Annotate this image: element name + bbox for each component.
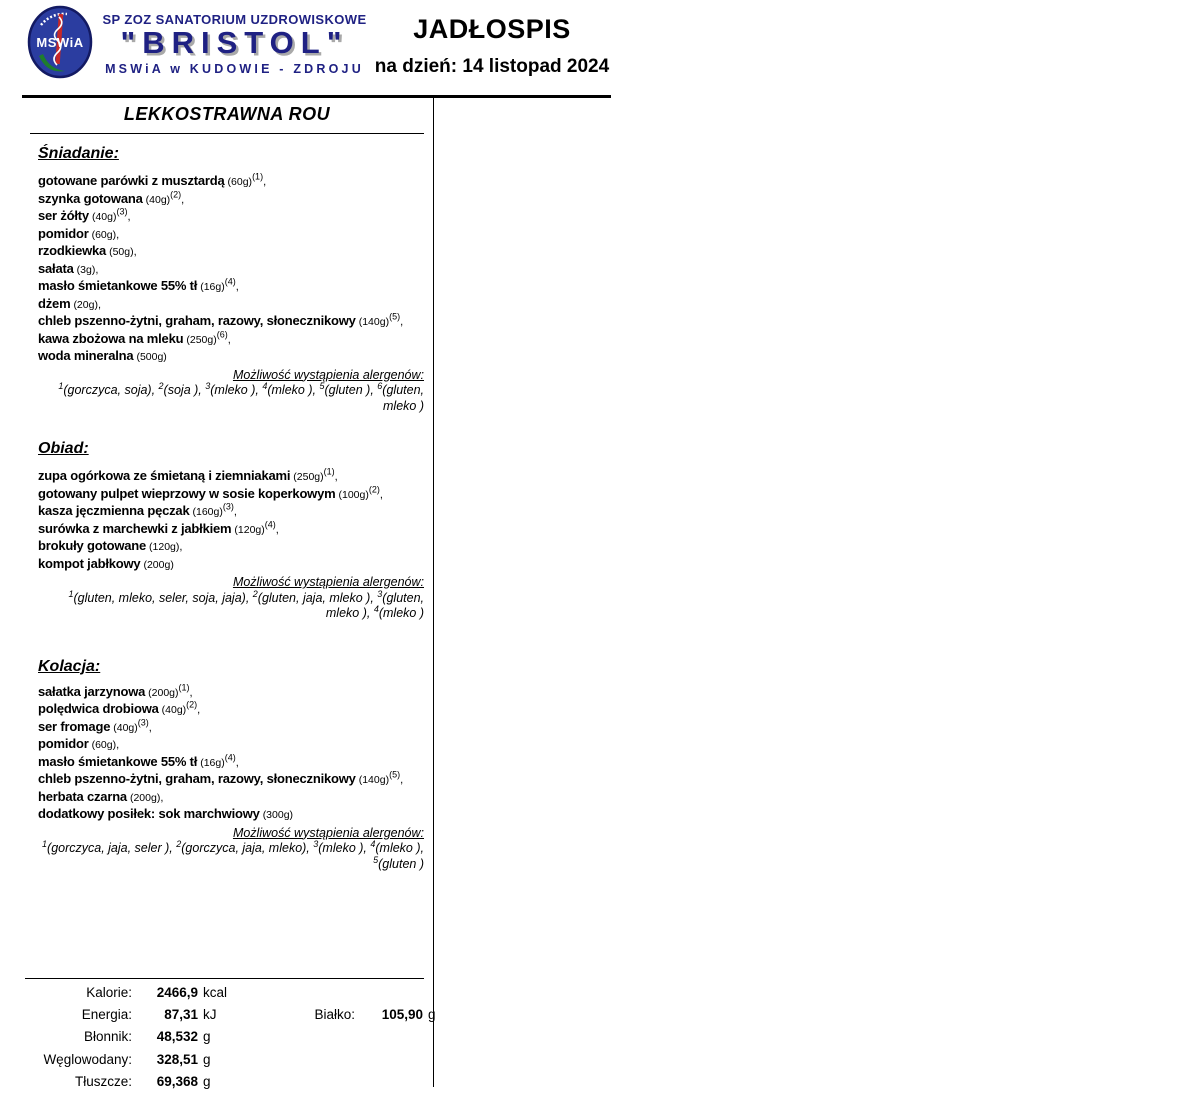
menu-item-name: kasza jęczmienna pęczak — [38, 503, 190, 518]
nutrition-value: 69,368 — [156, 1073, 198, 1089]
menu-item-separator: , — [197, 704, 201, 716]
nutrition-unit: kcal — [203, 985, 228, 1000]
allergen-block — [30, 826, 424, 873]
menu-item-separator: , — [233, 506, 237, 518]
menu-item-weight: (120g) — [234, 523, 265, 536]
menu-item-separator: , — [189, 686, 193, 699]
menu-item — [38, 348, 424, 366]
allergen-line: $^1$(gorczyca, jaja, seler ), $^2$(gorczyca, jaja, mleko), $^3$(mleko ), $^4$(mleko ), — [42, 838, 424, 855]
menu-item — [38, 331, 424, 349]
nutrition-value: 2466,9 — [156, 985, 198, 1000]
meal-section-obiad — [30, 440, 424, 622]
allergen-line: mleko ), $^4$(mleko ) — [325, 603, 424, 620]
menu-item-separator: , — [400, 774, 403, 786]
menu-item-allergen-ref: (2) — [368, 484, 380, 495]
menu-item-weight: (120g) — [149, 541, 180, 553]
menu-item-name: gotowane parówki z musztardą — [38, 173, 225, 188]
menu-item-name: pomidor — [38, 736, 89, 751]
menu-item-name: szynka gotowana — [38, 190, 143, 206]
meal-section-sniadanie — [30, 145, 424, 414]
menu-item-separator: , — [227, 333, 231, 346]
menu-item-name: sałata — [38, 260, 74, 276]
allergen-heading: Możliwość wystąpienia alergenów: — [232, 367, 424, 382]
menu-item-allergen-ref: (3) — [116, 206, 128, 217]
menu-item-separator: , — [116, 739, 119, 751]
menu-item-weight: (160g) — [192, 506, 223, 518]
menu-item-name: ser żółty — [38, 208, 89, 223]
menu-item — [38, 173, 424, 191]
nutrition-label: Błonnik: — [83, 1029, 132, 1045]
menu-item-weight: (40g) — [145, 193, 171, 206]
menu-item-weight: (40g) — [161, 704, 187, 716]
document-title: JADŁOSPIS — [413, 14, 571, 44]
menu-item-name: herbata czarna — [38, 788, 127, 804]
menu-item-name: kawa zbożowa na mleku — [38, 330, 184, 346]
menu-item — [38, 226, 424, 244]
nutrition-value: 48,532 — [156, 1029, 198, 1045]
menu-item-allergen-ref: (4) — [224, 752, 236, 763]
menu-item — [38, 208, 424, 226]
menu-item-weight: (50g) — [109, 246, 134, 258]
nutrition-row — [25, 1052, 424, 1074]
meal-items — [30, 468, 424, 573]
nutrition-unit: g — [203, 1029, 211, 1045]
menu-item-weight: (250g) — [293, 471, 324, 483]
menu-item — [38, 556, 424, 574]
menu-item-separator: , — [179, 541, 183, 553]
diet-title: LEKKOSTRAWNA ROU — [30, 104, 424, 134]
header-divider-line — [22, 95, 611, 98]
menu-item — [38, 296, 424, 314]
menu-item — [38, 468, 424, 486]
menu-item-name: woda mineralna — [38, 348, 134, 363]
nutrition-value: 328,51 — [156, 1051, 198, 1067]
menu-item-weight: (200g) — [148, 686, 179, 699]
menu-item-separator: , — [95, 263, 99, 276]
menu-item — [38, 313, 424, 331]
menu-item — [38, 521, 424, 539]
menu-item — [38, 243, 424, 261]
menu-item-separator: , — [181, 193, 185, 206]
allergen-line: $^1$(gorczyca, soja), $^2$(soja ), $^3$(mleko ), $^4$(mleko ), $^5$(gluten ), $^6$(gluten, — [58, 380, 424, 397]
menu-item-name: zupa ogórkowa ze śmietaną i ziemniakami — [38, 468, 291, 483]
document-title-block — [368, 14, 616, 78]
mswia-bristol-logo-icon — [27, 5, 93, 79]
menu-item-name: pomidor — [38, 225, 89, 241]
menu-item-weight: (140g) — [358, 316, 390, 328]
allergen-heading: Możliwość wystąpienia alergenów: — [232, 575, 424, 589]
organization-line1: SP ZOZ SANATORIUM UZDROWISKOWE — [102, 12, 367, 27]
document-date: na dzień: 14 listopad 2024 — [374, 56, 610, 77]
menu-item — [38, 278, 424, 296]
menu-item-separator: , — [127, 211, 131, 223]
menu-item-allergen-ref: (2) — [186, 699, 198, 710]
menu-item-weight: (40g) — [113, 721, 138, 734]
nutrition-value: 87,31 — [164, 1007, 198, 1023]
menu-item-allergen-ref: (3) — [222, 501, 234, 512]
menu-item-separator: , — [97, 298, 101, 311]
allergen-block — [30, 368, 424, 415]
menu-item-allergen-ref: (1) — [252, 171, 264, 182]
menu-item-weight: (60g) — [91, 228, 117, 241]
menu-item-name: masło śmietankowe 55% tł — [38, 753, 198, 769]
menu-item-allergen-ref: (2) — [170, 189, 182, 200]
organization-line3: MSWiA w KUDOWIE - ZDROJU — [105, 61, 364, 76]
allergen-heading: Możliwość wystąpienia alergenów: — [232, 825, 424, 840]
organization-name: "BRISTOL" — [120, 25, 349, 60]
menu-item-weight: (300g) — [262, 809, 294, 821]
menu-column — [30, 104, 424, 872]
menu-item-name: masło śmietankowe 55% tł — [38, 278, 198, 293]
nutrition-summary — [25, 978, 436, 1096]
menu-item — [38, 538, 424, 556]
menu-item-name: rzodkiewka — [38, 243, 107, 258]
meal-items — [30, 173, 424, 366]
menu-item-allergen-ref: (4) — [264, 519, 276, 530]
menu-item-weight: (200g) — [143, 558, 174, 571]
allergen-block — [30, 575, 424, 622]
menu-item-weight: (60g) — [227, 176, 253, 188]
menu-item-name: sałatka jarzynowa — [38, 683, 146, 699]
nutrition-row — [25, 1007, 436, 1029]
menu-item-weight: (140g) — [358, 774, 390, 786]
menu-item-weight: (16g) — [200, 281, 225, 293]
meal-section-kolacja — [30, 658, 424, 873]
menu-item-name: kompot jabłkowy — [38, 555, 141, 571]
meal-heading: Obiad: — [38, 440, 89, 457]
menu-item-weight: (250g) — [186, 333, 217, 346]
menu-item-weight: (500g) — [136, 351, 167, 363]
menu-item — [38, 754, 424, 772]
menu-item-allergen-ref: (4) — [224, 276, 236, 287]
menu-item — [38, 789, 424, 807]
meal-heading: Śniadanie: — [38, 145, 119, 162]
menu-item-name: dżem — [38, 295, 71, 311]
nutrition-label: Białko: — [314, 1007, 355, 1023]
menu-item — [38, 701, 424, 719]
menu-item-name: chleb pszenno-żytni, graham, razowy, słonecznikowy — [38, 313, 356, 328]
menu-item-weight: (3g) — [76, 263, 96, 276]
nutrition-row — [25, 1074, 424, 1096]
menu-item-separator: , — [379, 488, 383, 501]
menu-item — [38, 191, 424, 209]
menu-item-allergen-ref: (1) — [178, 682, 190, 693]
menu-item-name: surówka z marchewki z jabłkiem — [38, 520, 232, 536]
menu-item-separator: , — [116, 228, 119, 241]
column-divider-line — [433, 98, 434, 1087]
menu-item-weight: (60g) — [91, 739, 117, 751]
menu-item-allergen-ref: (1) — [323, 466, 335, 477]
menu-item — [38, 806, 424, 824]
nutrition-unit: g — [428, 1007, 436, 1023]
menu-item-separator: , — [148, 721, 152, 734]
menu-item — [38, 261, 424, 279]
menu-item-weight: (40g) — [91, 211, 117, 223]
menu-item-allergen-ref: (3) — [137, 717, 149, 728]
menu-item — [38, 719, 424, 737]
nutrition-label: Tłuszcze: — [74, 1073, 132, 1089]
menu-item-name: dodatkowy posiłek: sok marchwiowy — [38, 806, 260, 821]
menu-item-weight: (200g) — [129, 791, 161, 804]
meal-heading: Kolacja: — [38, 657, 101, 675]
nutrition-label: Energia: — [81, 1007, 132, 1023]
nutrition-label: Kalorie: — [86, 985, 132, 1000]
allergen-line: $^5$(gluten ) — [373, 854, 424, 871]
nutrition-row — [25, 1029, 424, 1051]
menu-item-separator: , — [235, 281, 239, 293]
menu-item-name: polędwica drobiowa — [38, 701, 159, 716]
menu-item-name: gotowany pulpet wieprzowy w sosie koperkowym — [38, 485, 336, 501]
menu-item-allergen-ref: (5) — [389, 311, 401, 322]
menu-item — [38, 684, 424, 702]
menu-item-separator: , — [275, 523, 279, 536]
nutrition-unit: g — [203, 1073, 211, 1089]
menu-item-weight: (20g) — [73, 298, 98, 311]
menu-item-weight: (16g) — [200, 756, 225, 769]
meal-items — [30, 684, 424, 824]
allergen-line: mleko ) — [383, 398, 424, 413]
menu-item-allergen-ref: (6) — [216, 329, 228, 340]
menu-item-allergen-ref: (5) — [389, 769, 401, 780]
nutrition-row — [25, 985, 424, 1007]
logo-label: MSWiA — [36, 35, 84, 50]
nutrition-unit: kJ — [203, 1007, 217, 1023]
menu-item-separator: , — [334, 471, 338, 483]
organization-block — [92, 12, 377, 76]
menu-item-name: brokuły gotowane — [38, 538, 147, 553]
nutrition-value: 105,90 — [381, 1007, 423, 1023]
nutrition-label: Węglowodany: — [43, 1051, 132, 1067]
nutrition-protein-pair — [277, 1007, 436, 1022]
menu-item-separator: , — [263, 176, 266, 188]
menu-item — [38, 736, 424, 754]
menu-item — [38, 771, 424, 789]
menu-item — [38, 486, 424, 504]
menu-item-separator: , — [133, 246, 137, 258]
allergen-line: $^1$(gluten, mleko, seler, soja, jaja), $^2$(gluten, jaja, mleko ), $^3$(gluten, — [68, 588, 424, 605]
menu-item-separator: , — [235, 756, 239, 769]
menu-item-separator: , — [400, 316, 403, 328]
menu-item-name: ser fromage — [38, 718, 111, 734]
menu-item-name: chleb pszenno-żytni, graham, razowy, słonecznikowy — [38, 771, 356, 786]
menu-item-weight: (100g) — [338, 488, 369, 501]
nutrition-unit: g — [203, 1051, 211, 1067]
menu-item-separator: , — [160, 791, 164, 804]
menu-item — [38, 503, 424, 521]
